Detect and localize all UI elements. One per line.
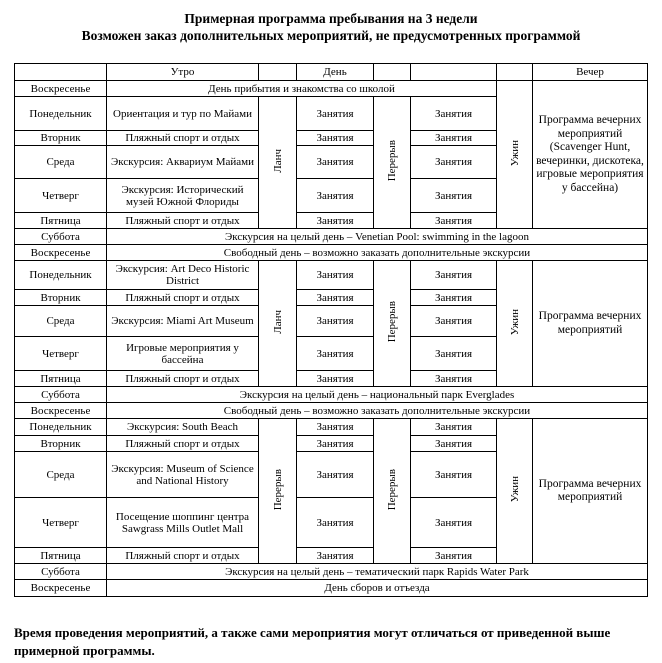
header-blank bbox=[259, 64, 297, 81]
classes-cell: Занятия bbox=[411, 419, 497, 436]
header-morning: Утро bbox=[107, 64, 259, 81]
day-label: Понедельник bbox=[15, 261, 107, 290]
table-row bbox=[15, 419, 648, 436]
pause-label: Перерыв bbox=[271, 468, 284, 511]
dinner-cell bbox=[497, 261, 533, 387]
full-day-event: Свободный день – возможно заказать дополнительные экскурсии bbox=[107, 403, 648, 419]
classes-cell: Занятия bbox=[297, 146, 374, 179]
page-subtitle: Возможен заказ дополнительных мероприятий, не предусмотренных программой bbox=[81, 28, 581, 43]
footer-note: Время проведения мероприятий, а также сами мероприятия могут отличаться от приведенной выше примерной программы. bbox=[14, 625, 611, 658]
table-row bbox=[15, 245, 648, 261]
day-label: Суббота bbox=[15, 387, 107, 403]
day-label: Суббота bbox=[15, 229, 107, 245]
classes-cell: Занятия bbox=[411, 261, 497, 290]
classes-cell: Занятия bbox=[297, 290, 374, 306]
classes-cell: Занятия bbox=[297, 436, 374, 452]
morning-activity: Посещение шоппинг центра Sawgrass Mills Outlet Mall bbox=[107, 498, 259, 548]
day-label: Пятница bbox=[15, 371, 107, 387]
classes-cell: Занятия bbox=[297, 419, 374, 436]
classes-cell: Занятия bbox=[411, 306, 497, 337]
classes-cell: Занятия bbox=[297, 97, 374, 131]
full-day-event: Экскурсия на целый день – Venetian Pool: swimming in the lagoon bbox=[107, 229, 648, 245]
header-day: День bbox=[297, 64, 374, 81]
full-day-event: Экскурсия на целый день – тематический парк Rapids Water Park bbox=[107, 564, 648, 580]
evening-program: Программа вечерних мероприятий bbox=[533, 261, 648, 387]
dinner-label: Ужин bbox=[508, 476, 521, 503]
classes-cell: Занятия bbox=[411, 290, 497, 306]
dinner-label: Ужин bbox=[508, 139, 521, 167]
classes-cell: Занятия bbox=[297, 261, 374, 290]
classes-cell: Занятия bbox=[297, 548, 374, 564]
table-row bbox=[15, 229, 648, 245]
pause-cell bbox=[374, 419, 411, 564]
classes-cell: Занятия bbox=[411, 337, 497, 371]
dinner-cell bbox=[497, 81, 533, 229]
day-label: Воскресенье bbox=[15, 580, 107, 597]
header-blank bbox=[374, 64, 411, 81]
lunch-cell bbox=[259, 261, 297, 387]
morning-activity: Экскурсия: Museum of Science and National History bbox=[107, 452, 259, 498]
morning-activity: Экскурсия: South Beach bbox=[107, 419, 259, 436]
classes-cell: Занятия bbox=[411, 498, 497, 548]
table-row bbox=[15, 403, 648, 419]
pause-cell bbox=[374, 97, 411, 229]
table-row bbox=[15, 81, 648, 97]
morning-activity: Пляжный спорт и отдых bbox=[107, 290, 259, 306]
schedule-table bbox=[14, 63, 648, 597]
full-day-event: Свободный день – возможно заказать дополнительные экскурсии bbox=[107, 245, 648, 261]
day-label: Воскресенье bbox=[15, 81, 107, 97]
morning-activity: Пляжный спорт и отдых bbox=[107, 548, 259, 564]
pause-label: Перерыв bbox=[386, 301, 398, 343]
pause-label: Перерыв bbox=[386, 140, 398, 182]
classes-cell: Занятия bbox=[297, 498, 374, 548]
day-label: Воскресенье bbox=[15, 245, 107, 261]
classes-cell: Занятия bbox=[297, 371, 374, 387]
classes-cell: Занятия bbox=[411, 548, 497, 564]
morning-activity: Пляжный спорт и отдых bbox=[107, 131, 259, 146]
header-row bbox=[15, 64, 648, 81]
header-blank bbox=[497, 64, 533, 81]
classes-cell: Занятия bbox=[297, 179, 374, 213]
morning-activity: Пляжный спорт и отдых bbox=[107, 371, 259, 387]
classes-cell: Занятия bbox=[297, 213, 374, 229]
day-label: Вторник bbox=[15, 131, 107, 146]
classes-cell: Занятия bbox=[297, 131, 374, 146]
pause-cell bbox=[374, 261, 411, 387]
classes-cell: Занятия bbox=[411, 213, 497, 229]
classes-cell: Занятия bbox=[411, 179, 497, 213]
day-label: Среда bbox=[15, 452, 107, 498]
morning-activity: Ориентация и тур по Майами bbox=[107, 97, 259, 131]
day-label: Четверг bbox=[15, 498, 107, 548]
morning-activity: Экскурсия: Art Deco Historic District bbox=[107, 261, 259, 290]
full-day-event: День сборов и отъезда bbox=[107, 580, 648, 597]
header-blank bbox=[411, 64, 497, 81]
table-row bbox=[15, 387, 648, 403]
full-day-event: День прибытия и знакомства со школой bbox=[107, 81, 497, 97]
morning-activity: Пляжный спорт и отдых bbox=[107, 436, 259, 452]
page-title: Примерная программа пребывания на 3 недели bbox=[184, 11, 478, 26]
classes-cell: Занятия bbox=[411, 146, 497, 179]
morning-activity: Экскурсия: Исторический музей Южной Флориды bbox=[107, 179, 259, 213]
morning-activity: Экскурсия: Miami Art Museum bbox=[107, 306, 259, 337]
day-label: Пятница bbox=[15, 213, 107, 229]
morning-activity: Игровые мероприятия у бассейна bbox=[107, 337, 259, 371]
day-label: Четверг bbox=[15, 337, 107, 371]
day-label: Понедельник bbox=[15, 419, 107, 436]
lunch-label: Ланч bbox=[271, 149, 284, 173]
classes-cell: Занятия bbox=[411, 131, 497, 146]
classes-cell: Занятия bbox=[411, 371, 497, 387]
day-label: Среда bbox=[15, 146, 107, 179]
full-day-event: Экскурсия на целый день – национальный парк Everglades bbox=[107, 387, 648, 403]
day-label: Вторник bbox=[15, 290, 107, 306]
dinner-label: Ужин bbox=[508, 308, 521, 336]
classes-cell: Занятия bbox=[297, 452, 374, 498]
day-label: Воскресенье bbox=[15, 403, 107, 419]
table-row bbox=[15, 564, 648, 580]
header-day-column bbox=[15, 64, 107, 81]
classes-cell: Занятия bbox=[411, 436, 497, 452]
evening-program: Программа вечерних мероприятий (Scavenger Hunt, вечеринки, дискотека, игровые мероприятия у бассейна) bbox=[533, 81, 648, 229]
day-label: Пятница bbox=[15, 548, 107, 564]
morning-activity: Пляжный спорт и отдых bbox=[107, 213, 259, 229]
morning-activity: Экскурсия: Аквариум Майами bbox=[107, 146, 259, 179]
pause-label: Перерыв bbox=[386, 468, 398, 511]
lunch-cell bbox=[259, 419, 297, 564]
table-row bbox=[15, 261, 648, 290]
classes-cell: Занятия bbox=[297, 306, 374, 337]
day-label: Понедельник bbox=[15, 97, 107, 131]
lunch-cell bbox=[259, 97, 297, 229]
classes-cell: Занятия bbox=[411, 97, 497, 131]
day-label: Вторник bbox=[15, 436, 107, 452]
lunch-label: Ланч bbox=[271, 310, 284, 334]
table-row bbox=[15, 580, 648, 597]
header-evening: Вечер bbox=[533, 64, 648, 81]
evening-program: Программа вечерних мероприятий bbox=[533, 419, 648, 564]
classes-cell: Занятия bbox=[411, 452, 497, 498]
day-label: Среда bbox=[15, 306, 107, 337]
day-label: Суббота bbox=[15, 564, 107, 580]
classes-cell: Занятия bbox=[297, 337, 374, 371]
day-label: Четверг bbox=[15, 179, 107, 213]
dinner-cell bbox=[497, 419, 533, 564]
